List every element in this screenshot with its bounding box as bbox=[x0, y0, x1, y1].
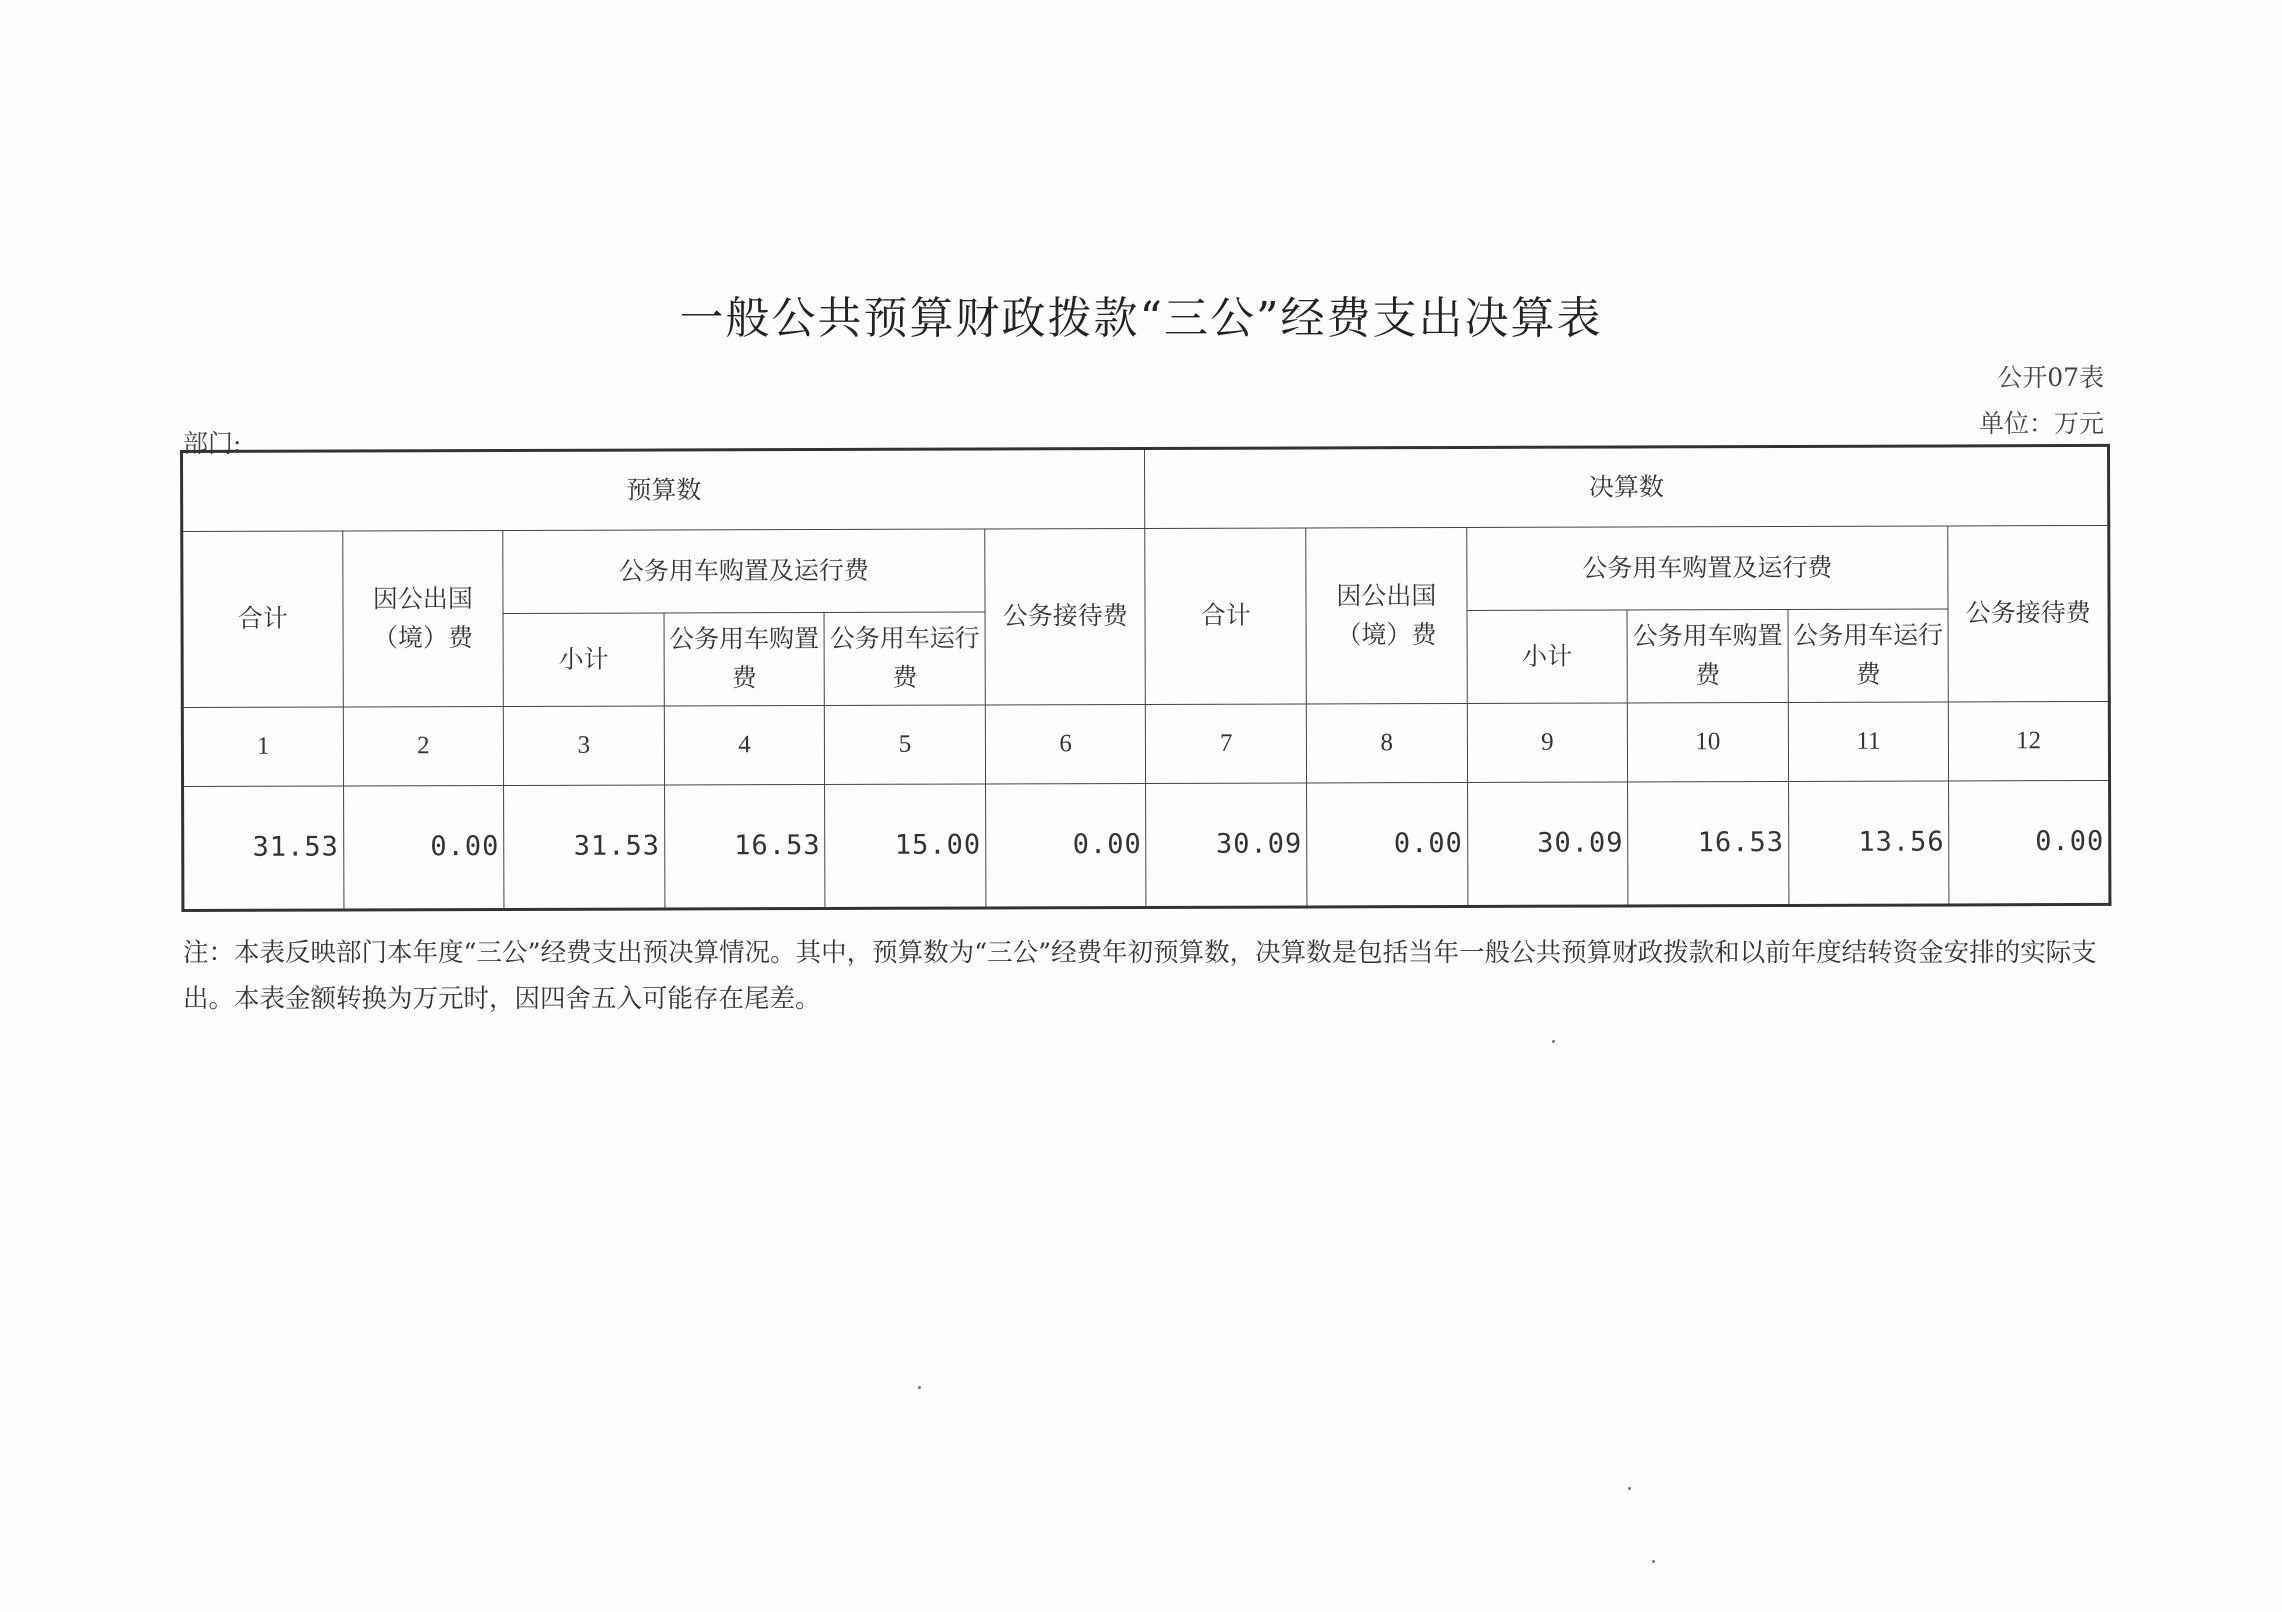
budget-group-header: 预算数 bbox=[182, 448, 1146, 531]
budget-vehicle-operation-header: 公务用车运行费 bbox=[824, 612, 985, 706]
final-vehicle-purchase-header: 公务用车购置费 bbox=[1627, 609, 1788, 703]
scan-speck bbox=[1552, 1040, 1555, 1043]
final-total-header: 合计 bbox=[1145, 528, 1306, 705]
column-index-cell: 6 bbox=[985, 704, 1146, 784]
column-index-cell: 2 bbox=[343, 706, 504, 786]
column-index-cell: 8 bbox=[1306, 703, 1467, 783]
budget-abroad-header: 因公出国（境）费 bbox=[342, 530, 503, 707]
budget-subtotal-header: 小计 bbox=[503, 613, 664, 707]
table-header-row-groups bbox=[182, 445, 2109, 531]
column-index-cell: 9 bbox=[1467, 703, 1628, 783]
column-index-cell: 12 bbox=[1949, 701, 2110, 781]
scan-speck bbox=[1652, 1560, 1655, 1563]
value-row bbox=[183, 780, 2110, 910]
final-vehicle-purchase-value: 16.53 bbox=[1628, 781, 1789, 906]
table-footnote: 注：本表反映部门本年度“三公”经费支出预决算情况。其中，预算数为“三公”经费年初预算数，决算数是包括当年一般公共预算财政拨款和以前年度结转资金安排的实际支出。本表金额转换为万元时，因四舍五入可能存在尾差。 bbox=[183, 938, 2097, 1014]
department-label: 部门: bbox=[183, 429, 242, 458]
column-index-cell: 3 bbox=[503, 706, 664, 786]
unit-label: 单位：万元 bbox=[1978, 409, 2104, 438]
final-vehicle-operation-value: 13.56 bbox=[1788, 781, 1949, 906]
three-public-expense-table bbox=[180, 444, 2111, 912]
column-index-cell: 10 bbox=[1628, 702, 1789, 782]
column-index-cell: 11 bbox=[1788, 702, 1949, 782]
final-vehicle-operation-header: 公务用车运行费 bbox=[1788, 609, 1949, 703]
column-index-row bbox=[182, 701, 2109, 786]
budget-abroad-value: 0.00 bbox=[343, 785, 504, 910]
column-index-cell: 5 bbox=[825, 705, 986, 785]
column-index-cell: 4 bbox=[664, 705, 825, 785]
form-code: 公开07表 bbox=[1997, 363, 2104, 392]
scan-speck bbox=[918, 1386, 921, 1389]
table-header-row-columns bbox=[182, 525, 2109, 614]
final-vehicle-header: 公务用车购置及运行费 bbox=[1466, 526, 1948, 611]
final-total-value: 30.09 bbox=[1146, 783, 1307, 908]
final-group-header: 决算数 bbox=[1145, 445, 2109, 528]
budget-vehicle-subtotal-value: 31.53 bbox=[504, 785, 665, 910]
final-reception-header: 公务接待费 bbox=[1948, 525, 2109, 702]
column-index-cell: 7 bbox=[1146, 704, 1307, 784]
budget-vehicle-purchase-header: 公务用车购置费 bbox=[664, 612, 825, 706]
column-index-cell: 1 bbox=[182, 707, 343, 787]
budget-vehicle-purchase-value: 16.53 bbox=[664, 784, 825, 909]
scan-speck bbox=[1628, 1487, 1631, 1490]
budget-vehicle-header: 公务用车购置及运行费 bbox=[503, 529, 985, 614]
final-abroad-header: 因公出国（境）费 bbox=[1306, 527, 1467, 704]
final-subtotal-header: 小计 bbox=[1467, 610, 1628, 704]
budget-reception-header: 公务接待费 bbox=[985, 528, 1146, 705]
budget-vehicle-operation-value: 15.00 bbox=[825, 784, 986, 909]
budget-total-value: 31.53 bbox=[183, 786, 344, 911]
budget-total-header: 合计 bbox=[182, 531, 343, 708]
document-title: 一般公共预算财政拨款“三公”经费支出决算表 bbox=[679, 293, 1603, 344]
final-abroad-value: 0.00 bbox=[1307, 782, 1468, 907]
budget-reception-value: 0.00 bbox=[985, 783, 1146, 908]
final-reception-value: 0.00 bbox=[1949, 780, 2110, 905]
final-vehicle-subtotal-value: 30.09 bbox=[1467, 782, 1628, 907]
